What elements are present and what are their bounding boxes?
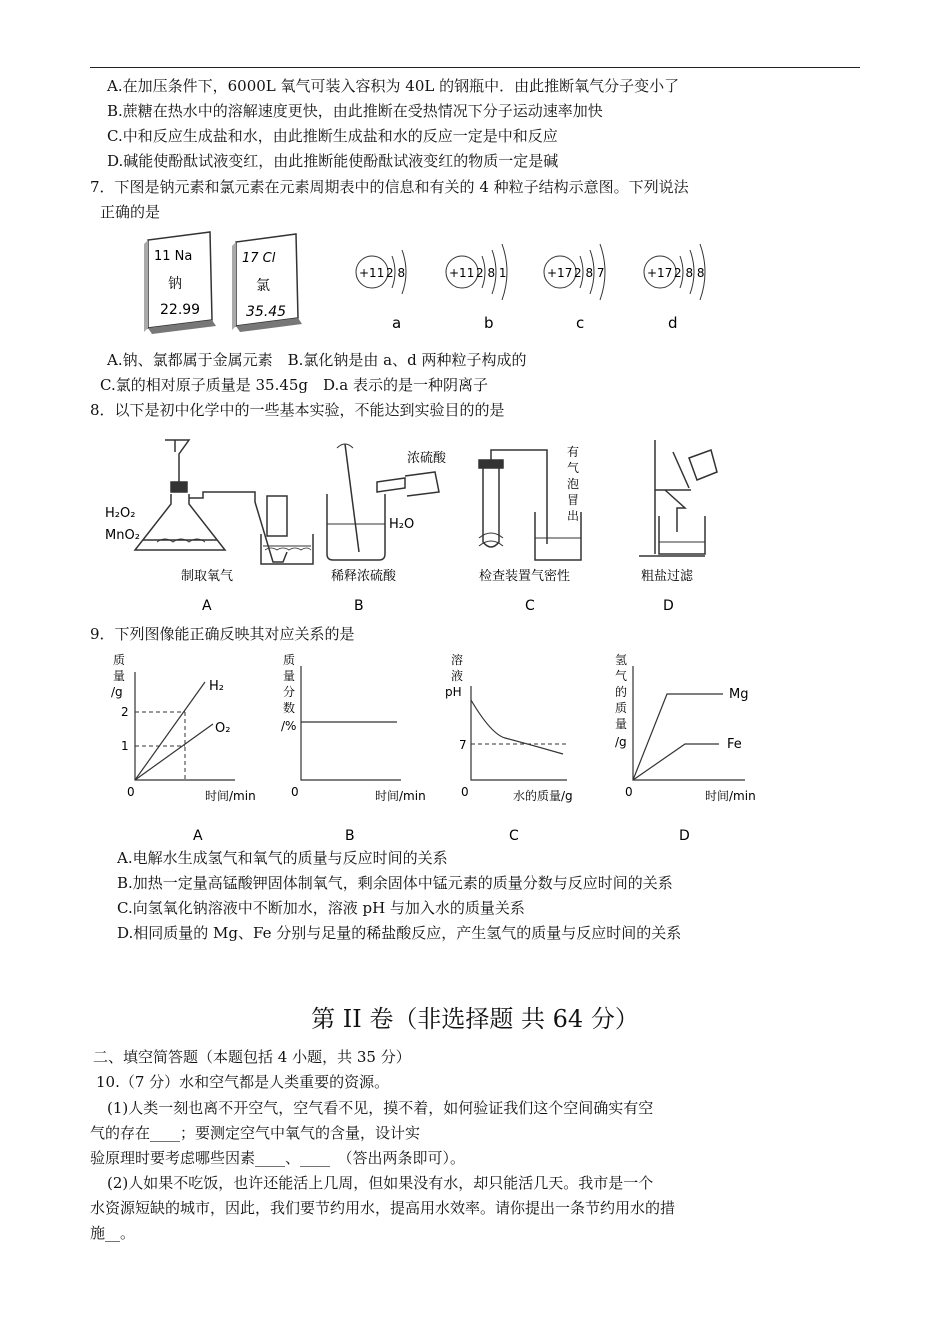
graph-d-ylabel-5: 量 — [615, 717, 628, 731]
cl-number-symbol: 17 Cl — [242, 251, 276, 266]
particle-c — [544, 244, 605, 332]
particle-d — [644, 244, 705, 332]
apparatus-a-label-1: H₂O₂ — [105, 506, 136, 521]
q7-options-cd: C.氯的相对原子质量是 35.45g D.a 表示的是一种阴离子 — [100, 376, 488, 394]
particle-a-label: a — [392, 314, 402, 332]
q7-figure — [140, 228, 740, 338]
apparatus-d-letter: D — [663, 598, 674, 614]
graph-a-ylabel-1: 质 — [113, 653, 126, 667]
particle-a-shells: 2 8 — [386, 266, 406, 280]
particle-c-shells: 2 8 7 — [574, 266, 605, 280]
particle-b-nucleus: +11 — [449, 266, 475, 280]
q9-stem: 9．下列图像能正确反映其对应关系的是 — [90, 625, 355, 643]
top-rule — [90, 67, 860, 68]
graph-c-ylabel-2: 液 — [451, 669, 464, 683]
particle-b — [446, 244, 507, 332]
q10-stem: 10.（7 分）水和空气都是人类重要的资源。 — [96, 1073, 390, 1091]
graph-b-origin: 0 — [291, 785, 299, 799]
graph-a-xlabel: 时间/min — [205, 789, 256, 803]
q9-figure — [105, 650, 785, 845]
graph-c-curve — [471, 700, 563, 754]
na-mass: 22.99 — [160, 302, 201, 318]
q10-part1-line3: 验原理时要考虑哪些因素____、____ （答出两条即可）。 — [90, 1149, 466, 1167]
apparatus-b-caption: 稀释浓硫酸 — [331, 569, 397, 584]
apparatus-a-label-2: MnO₂ — [105, 528, 140, 543]
graph-b-ylabel-5: /% — [281, 719, 297, 733]
apparatus-c-label-2: 气 — [567, 461, 580, 475]
graph-d-mg-line — [633, 694, 723, 780]
apparatus-c-caption: 检查装置气密性 — [479, 569, 571, 584]
apparatus-a-caption: 制取氧气 — [181, 569, 234, 584]
graph-a-o2-line — [135, 724, 213, 780]
graph-d-fe-label: Fe — [727, 737, 742, 752]
graph-b — [281, 652, 426, 844]
graph-a-o2-label: O₂ — [215, 721, 231, 736]
graph-d-origin: 0 — [625, 785, 633, 799]
graph-a-h2-line — [135, 682, 205, 780]
particle-b-label: b — [484, 314, 494, 332]
cl-mass: 35.45 — [246, 304, 287, 320]
graph-a-ylabel-2: 量 — [113, 669, 126, 683]
cl-element-card — [232, 234, 302, 332]
graph-b-ylabel-2: 量 — [283, 669, 296, 683]
q7-options-ab: A.钠、氯都属于金属元素 B.氯化钠是由 a、d 两种粒子构成的 — [107, 351, 527, 369]
na-name: 钠 — [168, 276, 182, 292]
q10-part1-line1: (1)人类一刻也离不开空气，空气看不见，摸不着，如何验证我们这个空间确实有空 — [107, 1099, 654, 1117]
particle-d-label: d — [668, 314, 678, 332]
graph-b-ylabel-1: 质 — [283, 653, 296, 667]
graph-d-ylabel-2: 气 — [615, 669, 628, 683]
apparatus-a-letter: A — [202, 598, 212, 614]
particle-a-nucleus: +11 — [359, 266, 385, 280]
graph-c-tick-7: 7 — [459, 738, 467, 752]
graph-d-ylabel-3: 的 — [615, 685, 628, 699]
q10-part1-line2: 气的存在____；要测定空气中氧气的含量，设计实 — [90, 1124, 421, 1142]
apparatus-c — [479, 450, 581, 560]
graph-c-origin: 0 — [461, 785, 469, 799]
graph-a-h2-label: H₂ — [209, 679, 224, 694]
graph-d-ylabel-6: /g — [615, 735, 627, 749]
graph-c-xlabel: 水的质量/g — [513, 789, 573, 803]
graph-c-ylabel-3: pH — [445, 685, 462, 699]
graph-a-letter: A — [193, 828, 203, 844]
particle-c-nucleus: +17 — [547, 266, 573, 280]
q9-option-c: C.向氢氧化钠溶液中不断加水，溶液 pH 与加入水的质量关系 — [117, 899, 525, 917]
cl-name: 氯 — [256, 278, 270, 294]
apparatus-a — [135, 440, 313, 564]
q7-stem: 7．下图是钠元素和氯元素在元素周期表中的信息和有关的 4 种粒子结构示意图。下列说法 — [90, 178, 689, 196]
graph-b-letter: B — [345, 828, 355, 844]
apparatus-c-label-1: 有 — [567, 445, 580, 459]
q9-option-a: A.电解水生成氢气和氧气的质量与反应时间的关系 — [117, 849, 448, 867]
na-element-card — [144, 232, 216, 334]
apparatus-c-label-3: 泡 — [567, 477, 580, 491]
graph-c — [445, 652, 573, 844]
q6-option-a: A.在加压条件下，6000L 氧气可装入容积为 40L 的钢瓶中．由此推断氧气分子变小了 — [107, 77, 680, 95]
apparatus-d — [639, 440, 717, 556]
graph-b-xlabel: 时间/min — [375, 789, 426, 803]
graph-d — [615, 653, 756, 844]
particle-a — [356, 250, 406, 332]
q10-part2-line1: (2)人如果不吃饭，也许还能活上几周，但如果没有水，却只能活几天。我市是一个 — [107, 1174, 654, 1192]
graph-a — [111, 652, 256, 844]
graph-d-fe-line — [633, 744, 719, 780]
particle-c-label: c — [576, 314, 585, 332]
graph-a-ylabel-3: /g — [111, 685, 123, 699]
apparatus-d-caption: 粗盐过滤 — [641, 569, 694, 584]
q10-part2-line3: 施__。 — [90, 1224, 136, 1242]
graph-d-ylabel-4: 质 — [615, 701, 628, 715]
q9-option-b: B.加热一定量高锰酸钾固体制氧气，剩余固体中锰元素的质量分数与反应时间的关系 — [117, 874, 673, 892]
graph-d-letter: D — [679, 828, 690, 844]
graph-b-ylabel-4: 数 — [283, 701, 296, 715]
part-two-title: 第 II 卷（非选择题 共 64 分） — [311, 1005, 639, 1033]
graph-c-ylabel-1: 溶 — [451, 653, 464, 667]
q8-figure — [105, 432, 735, 617]
graph-a-origin: 0 — [127, 785, 135, 799]
apparatus-c-label-5: 出 — [567, 509, 580, 523]
particle-b-shells: 2 8 1 — [476, 266, 507, 280]
graph-c-letter: C — [509, 828, 519, 844]
graph-d-mg-label: Mg — [729, 687, 749, 702]
apparatus-b-label-1: 浓硫酸 — [407, 451, 447, 466]
na-number-symbol: 11 Na — [154, 249, 193, 264]
section-two-heading: 二、填空简答题（本题包括 4 小题，共 35 分） — [93, 1048, 411, 1066]
q9-option-d: D.相同质量的 Mg、Fe 分别与足量的稀盐酸反应，产生氢气的质量与反应时间的关系 — [117, 924, 682, 942]
particle-d-shells: 2 8 8 — [674, 266, 705, 280]
graph-b-ylabel-3: 分 — [283, 685, 296, 699]
graph-a-tick-2: 2 — [121, 705, 129, 719]
apparatus-c-letter: C — [525, 598, 535, 614]
graph-d-xlabel: 时间/min — [705, 789, 756, 803]
graph-d-ylabel-1: 氢 — [615, 653, 628, 667]
particle-d-nucleus: +17 — [647, 266, 673, 280]
apparatus-b-label-2: H₂O — [389, 517, 415, 532]
q8-stem: 8．以下是初中化学中的一些基本实验，不能达到实验目的的是 — [90, 401, 505, 419]
apparatus-b-letter: B — [354, 598, 364, 614]
q7-stem-cont: 正确的是 — [100, 203, 161, 221]
q10-part2-line2: 水资源短缺的城市，因此，我们要节约用水，提高用水效率。请你提出一条节约用水的措 — [90, 1199, 676, 1217]
q6-option-c: C.中和反应生成盐和水，由此推断生成盐和水的反应一定是中和反应 — [107, 127, 558, 145]
apparatus-c-label-4: 冒 — [567, 493, 580, 507]
graph-a-tick-1: 1 — [121, 739, 129, 753]
q6-option-b: B.蔗糖在热水中的溶解速度更快，由此推断在受热情况下分子运动速率加快 — [107, 102, 603, 120]
q6-option-d: D.碱能使酚酞试液变红，由此推断能使酚酞试液变红的物质一定是碱 — [107, 152, 559, 170]
